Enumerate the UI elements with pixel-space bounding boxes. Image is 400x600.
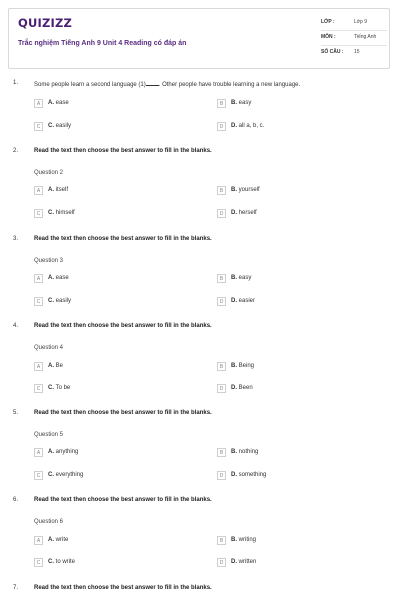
option-letter-box: A [34,99,43,108]
question-subtitle: Question 3 [34,258,64,264]
option-letter-box: B [217,274,226,283]
question-text: Read the text then choose the best answer to fill in the blanks. [34,497,212,503]
quizizz-logo: QUIZIZZ [18,16,73,30]
option-letter-box: D [217,558,226,567]
page-title: Trắc nghiệm Tiếng Anh 9 Unit 4 Reading có đáp án [18,40,187,47]
meta-label: LỚP : [321,19,335,25]
meta-value: 15 [354,49,360,55]
quiz-header [8,8,390,69]
option-letter-box: B [217,186,226,195]
option-letter-box: C [34,558,43,567]
option-letter-box: C [34,209,43,218]
option-letter-box: A [34,186,43,195]
option-letter-box: B [217,99,226,108]
answer-blank [146,80,159,86]
question-subtitle: Question 6 [34,519,64,525]
question-text: Read the text then choose the best answer to fill in the blanks. [34,410,212,416]
option-letter-box: D [217,209,226,218]
option-letter-box: D [217,122,226,131]
option-letter-box: C [34,122,43,131]
question-subtitle: Question 4 [34,345,64,351]
question-subtitle: Question 2 [34,170,64,176]
question-number: 7. [13,585,19,591]
question-text: Read the text then choose the best answer to fill in the blanks. [34,585,212,591]
meta-label: MÔN : [321,34,336,40]
option-letter-box: D [217,297,226,306]
option-letter-box: B [217,536,226,545]
question-text: Read the text then choose the best answer to fill in the blanks. [34,236,212,242]
option-letter-box: C [34,471,43,480]
question-number: 5. [13,410,19,416]
question-subtitle: Question 5 [34,432,64,438]
option-letter-box: A [34,274,43,283]
question-text: Read the text then choose the best answer to fill in the blanks. [34,323,212,329]
meta-row-subject [321,31,387,46]
question-text: Read the text then choose the best answer to fill in the blanks. [34,148,212,154]
quiz-meta [321,16,387,60]
option-letter-box: C [34,384,43,393]
question-number: 4. [13,323,19,329]
option-letter-box: B [217,448,226,457]
meta-row-class [321,16,387,31]
meta-label: SỐ CÂU : [321,49,344,55]
meta-value: Tiếng Anh [354,34,377,40]
meta-row-count [321,46,387,60]
question-number: 1. [13,80,19,86]
question-number: 3. [13,236,19,242]
question-number: 6. [13,497,19,503]
question-text: Some people learn a second language (1) . Other people have trouble learning a new language. [34,82,301,88]
option-letter-box: C [34,297,43,306]
option-letter-box: A [34,448,43,457]
option-letter-box: D [217,471,226,480]
option-letter-box: A [34,536,43,545]
option-letter-box: D [217,384,226,393]
option-letter-box: A [34,362,43,371]
question-number: 2. [13,148,19,154]
meta-value: Lớp 9 [354,19,368,25]
option-letter-box: B [217,362,226,371]
